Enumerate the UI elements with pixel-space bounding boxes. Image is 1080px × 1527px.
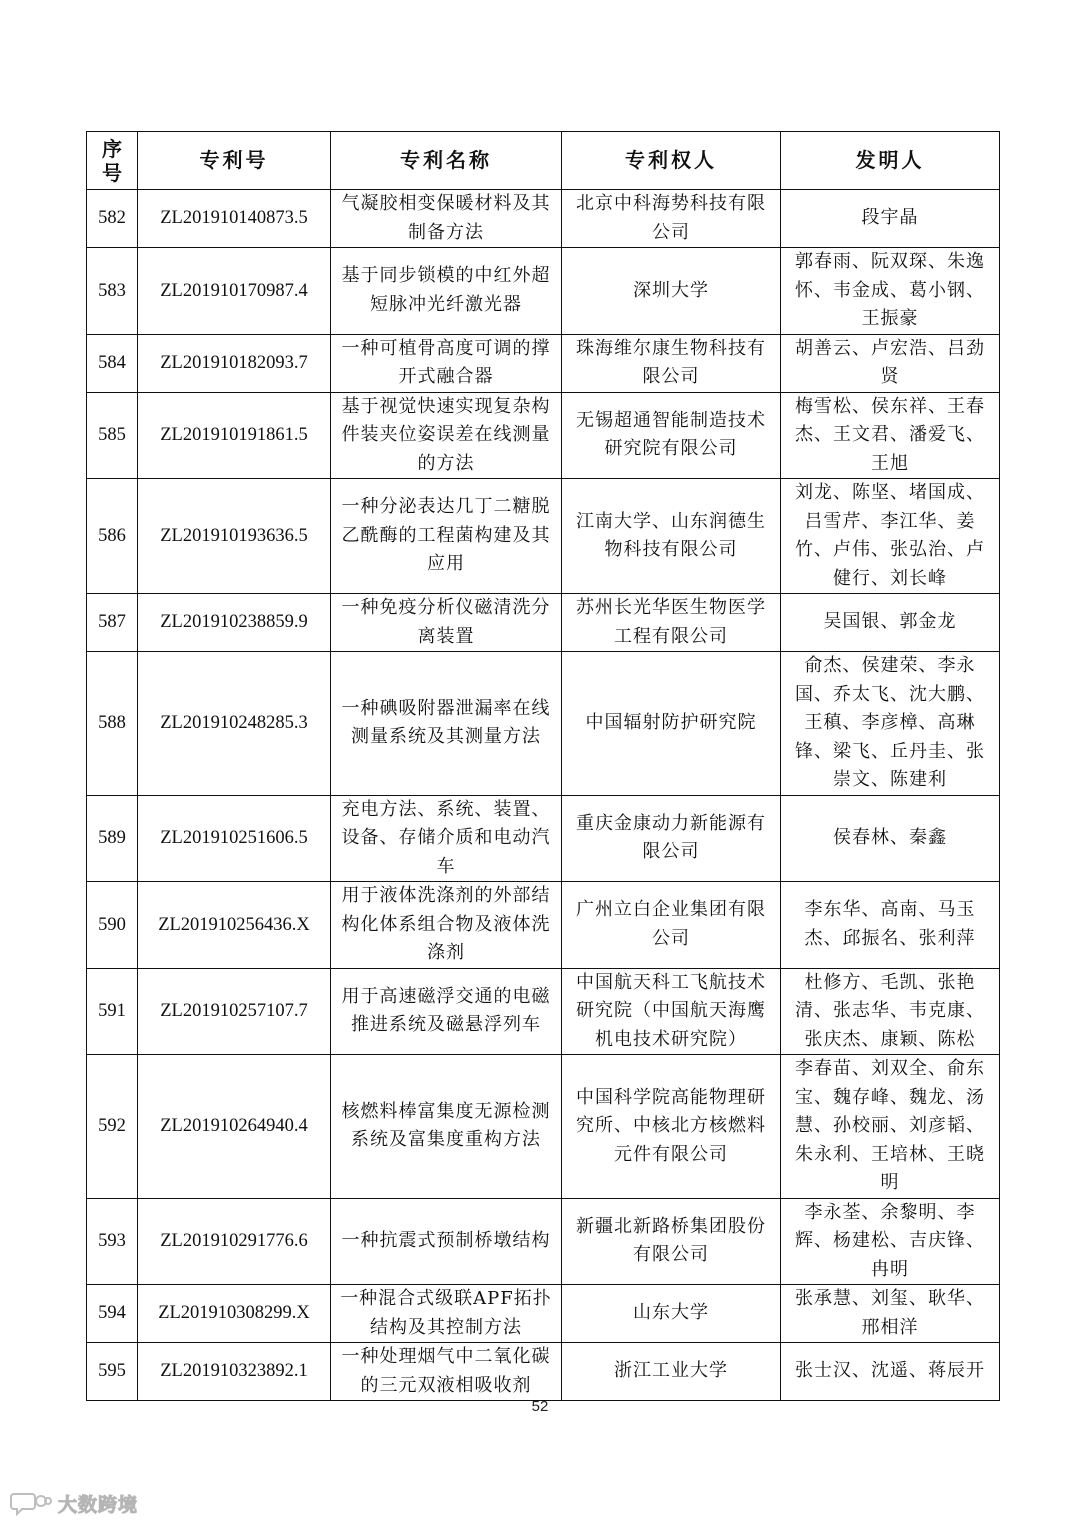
row-owner-cell: 江南大学、山东润德生物科技有限公司 xyxy=(562,479,781,594)
row-patent-name-cell: 充电方法、系统、装置、设备、存储介质和电动汽车 xyxy=(331,795,562,882)
table-row xyxy=(87,594,1000,652)
row-seq-cell: 586 xyxy=(87,479,138,594)
row-patent-name-cell: 基于同步锁模的中红外超短脉冲光纤激光器 xyxy=(331,248,562,335)
table-row xyxy=(87,882,1000,969)
row-patent-no-cell: ZL201910308299.X xyxy=(138,1285,331,1343)
row-seq-cell: 590 xyxy=(87,882,138,969)
table-row xyxy=(87,1285,1000,1343)
row-patent-name-cell: 一种抗震式预制桥墩结构 xyxy=(331,1198,562,1285)
row-seq-cell: 593 xyxy=(87,1198,138,1285)
row-seq-cell: 587 xyxy=(87,594,138,652)
row-inventors-cell: 张士汉、沈遥、蒋辰开 xyxy=(781,1343,1000,1401)
row-inventors-cell: 郭春雨、阮双琛、朱逸怀、韦金成、葛小钢、王振豪 xyxy=(781,248,1000,335)
header-seq-line2: 号 xyxy=(102,160,122,185)
row-patent-name-cell: 基于视觉快速实现复杂构件装夹位姿误差在线测量的方法 xyxy=(331,392,562,479)
row-patent-no-cell: ZL201910248285.3 xyxy=(138,652,331,796)
page-number: 52 xyxy=(531,1398,549,1415)
table-body xyxy=(87,190,1000,1401)
table-row xyxy=(87,1055,1000,1199)
header-patent-name: 专利名称 xyxy=(331,132,562,190)
row-patent-no-cell: ZL201910264940.4 xyxy=(138,1055,331,1199)
row-patent-name-cell: 一种可植骨高度可调的撑开式融合器 xyxy=(331,334,562,392)
row-patent-name-cell: 核燃料棒富集度无源检测系统及富集度重构方法 xyxy=(331,1055,562,1199)
row-patent-no-cell: ZL201910170987.4 xyxy=(138,248,331,335)
table-row xyxy=(87,968,1000,1055)
row-patent-no-cell: ZL201910323892.1 xyxy=(138,1343,331,1401)
row-inventors-cell: 刘龙、陈坚、堵国成、吕雪芹、李江华、姜竹、卢伟、张弘治、卢健行、刘长峰 xyxy=(781,479,1000,594)
row-owner-cell: 重庆金康动力新能源有限公司 xyxy=(562,795,781,882)
row-inventors-cell: 李永荃、余黎明、李辉、杨建松、吉庆锋、冉明 xyxy=(781,1198,1000,1285)
row-inventors-cell: 李东华、高南、马玉杰、邱振名、张利萍 xyxy=(781,882,1000,969)
header-patent-no: 专利号 xyxy=(138,132,331,190)
table-row xyxy=(87,190,1000,248)
row-inventors-cell: 俞杰、侯建荣、李永国、乔太飞、沈大鹏、王稹、李彦樟、高琳锋、梁飞、丘丹圭、张崇文、陈建利 xyxy=(781,652,1000,796)
row-seq-cell: 594 xyxy=(87,1285,138,1343)
row-patent-name-cell: 一种免疫分析仪磁清洗分离装置 xyxy=(331,594,562,652)
row-inventors-cell: 张承慧、刘玺、耿华、邢相洋 xyxy=(781,1285,1000,1343)
header-row xyxy=(87,132,1000,190)
row-patent-no-cell: ZL201910291776.6 xyxy=(138,1198,331,1285)
table-row xyxy=(87,392,1000,479)
row-patent-name-cell: 一种混合式级联APF拓扑结构及其控制方法 xyxy=(331,1285,562,1343)
row-owner-cell: 中国航天科工飞航技术研究院（中国航天海鹰机电技术研究院） xyxy=(562,968,781,1055)
row-patent-name-cell: 气凝胶相变保暖材料及其制备方法 xyxy=(331,190,562,248)
row-owner-cell: 深圳大学 xyxy=(562,248,781,335)
header-seq-line1: 序 xyxy=(102,136,122,161)
table-row xyxy=(87,795,1000,882)
row-inventors-cell: 梅雪松、侯东祥、王春杰、王文君、潘爱飞、王旭 xyxy=(781,392,1000,479)
row-inventors-cell: 段宇晶 xyxy=(781,190,1000,248)
table-row xyxy=(87,1343,1000,1401)
row-inventors-cell: 胡善云、卢宏浩、吕劲贤 xyxy=(781,334,1000,392)
row-patent-name-cell: 用于液体洗涤剂的外部结构化体系组合物及液体洗涤剂 xyxy=(331,882,562,969)
row-owner-cell: 广州立白企业集团有限公司 xyxy=(562,882,781,969)
watermark-text: 大数跨境 xyxy=(58,1493,139,1516)
row-patent-no-cell: ZL201910238859.9 xyxy=(138,594,331,652)
row-owner-cell: 北京中科海势科技有限公司 xyxy=(562,190,781,248)
row-seq-cell: 592 xyxy=(87,1055,138,1199)
row-inventors-cell: 吴国银、郭金龙 xyxy=(781,594,1000,652)
table-row xyxy=(87,248,1000,335)
row-owner-cell: 山东大学 xyxy=(562,1285,781,1343)
row-patent-name-cell: 一种分泌表达几丁二糖脱乙酰酶的工程菌构建及其应用 xyxy=(331,479,562,594)
row-patent-no-cell: ZL201910193636.5 xyxy=(138,479,331,594)
row-owner-cell: 新疆北新路桥集团股份有限公司 xyxy=(562,1198,781,1285)
table-row xyxy=(87,652,1000,796)
row-patent-no-cell: ZL201910191861.5 xyxy=(138,392,331,479)
row-inventors-cell: 李春苗、刘双全、俞东宝、魏存峰、魏龙、汤慧、孙校丽、刘彦韬、朱永利、王培林、王晓明 xyxy=(781,1055,1000,1199)
row-patent-name-cell: 一种碘吸附器泄漏率在线测量系统及其测量方法 xyxy=(331,652,562,796)
row-patent-no-cell: ZL201910257107.7 xyxy=(138,968,331,1055)
row-owner-cell: 浙江工业大学 xyxy=(562,1343,781,1401)
header-seq xyxy=(87,132,138,190)
header-inventors: 发明人 xyxy=(781,132,1000,190)
row-seq-cell: 589 xyxy=(87,795,138,882)
watermark xyxy=(10,1488,138,1518)
row-seq-cell: 583 xyxy=(87,248,138,335)
header-owner: 专利权人 xyxy=(562,132,781,190)
table-row xyxy=(87,1198,1000,1285)
row-seq-cell: 584 xyxy=(87,334,138,392)
row-seq-cell: 591 xyxy=(87,968,138,1055)
table-row xyxy=(87,334,1000,392)
row-owner-cell: 珠海维尔康生物科技有限公司 xyxy=(562,334,781,392)
row-patent-no-cell: ZL201910251606.5 xyxy=(138,795,331,882)
row-inventors-cell: 侯春林、秦鑫 xyxy=(781,795,1000,882)
row-patent-no-cell: ZL201910256436.X xyxy=(138,882,331,969)
row-inventors-cell: 杜修方、毛凯、张艳清、张志华、韦克康、张庆杰、康颖、陈松 xyxy=(781,968,1000,1055)
row-owner-cell: 中国科学院高能物理研究所、中核北方核燃料元件有限公司 xyxy=(562,1055,781,1199)
row-seq-cell: 588 xyxy=(87,652,138,796)
row-patent-name-cell: 用于高速磁浮交通的电磁推进系统及磁悬浮列车 xyxy=(331,968,562,1055)
row-seq-cell: 595 xyxy=(87,1343,138,1401)
row-owner-cell: 中国辐射防护研究院 xyxy=(562,652,781,796)
speech-bubble-logo-icon xyxy=(10,1490,52,1516)
row-owner-cell: 无锡超通智能制造技术研究院有限公司 xyxy=(562,392,781,479)
table-row xyxy=(87,479,1000,594)
row-seq-cell: 585 xyxy=(87,392,138,479)
row-patent-no-cell: ZL201910140873.5 xyxy=(138,190,331,248)
row-patent-name-cell: 一种处理烟气中二氧化碳的三元双液相吸收剂 xyxy=(331,1343,562,1401)
row-patent-no-cell: ZL201910182093.7 xyxy=(138,334,331,392)
row-seq-cell: 582 xyxy=(87,190,138,248)
patent-table xyxy=(86,131,1000,1401)
row-owner-cell: 苏州长光华医生物医学工程有限公司 xyxy=(562,594,781,652)
